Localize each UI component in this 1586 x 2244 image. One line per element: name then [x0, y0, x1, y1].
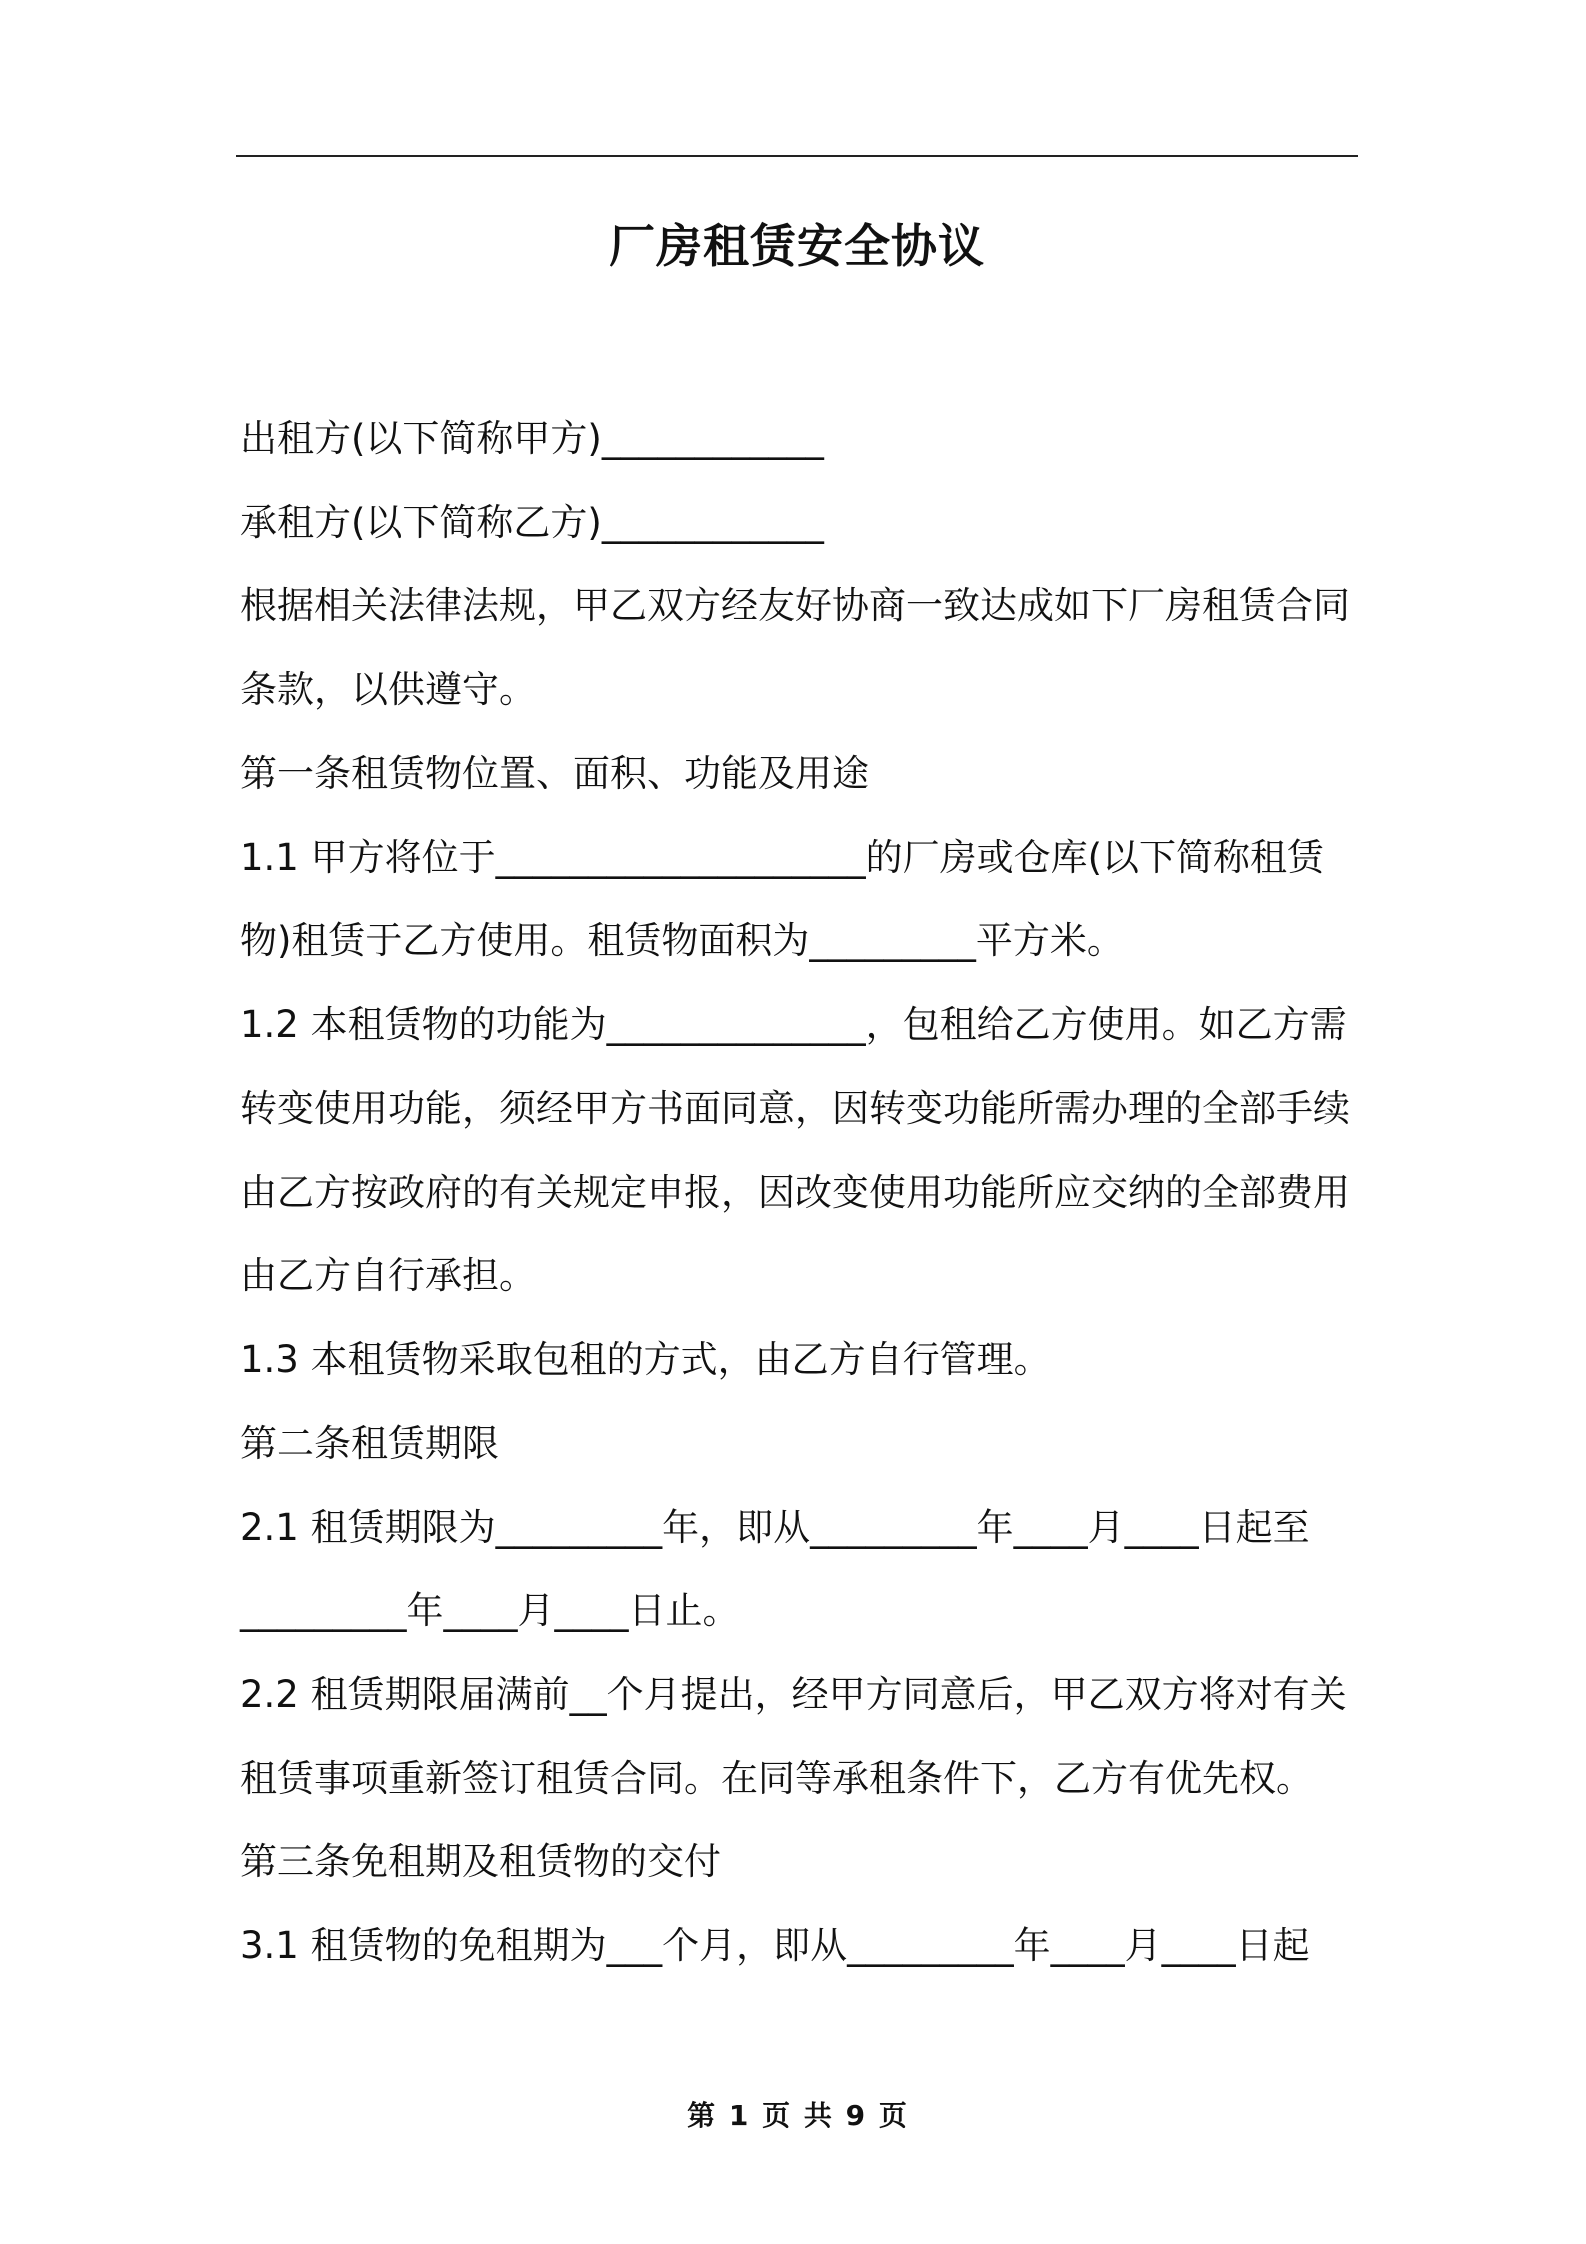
page-number: 第 1 页 共 9 页: [687, 2099, 907, 2132]
clause-2-2-line-1: 2.2 租赁期限届满前__个月提出，经甲方同意后，甲乙双方将对有关: [240, 1673, 1347, 1716]
party-a-line: 出租方(以下简称甲方)____________: [240, 417, 824, 460]
preamble-line-1: 根据相关法律法规，甲乙双方经友好协商一致达成如下厂房租赁合同: [240, 584, 1350, 627]
clause-1-1-line-1: 1.1 甲方将位于____________________的厂房或仓库(以下简称租赁: [240, 836, 1325, 879]
document-title: 厂房租赁安全协议: [609, 219, 985, 273]
clause-1-2-line-4: 由乙方自行承担。: [240, 1254, 536, 1297]
article-2-heading: 第二条租赁期限: [240, 1422, 499, 1465]
article-1-heading: 第一条租赁物位置、面积、功能及用途: [240, 752, 869, 795]
clause-2-1-line-2: _________年____月____日止。: [240, 1589, 740, 1632]
clause-1-3-line: 1.3 本租赁物采取包租的方式，由乙方自行管理。: [240, 1338, 1051, 1381]
clause-1-1-line-2: 物)租赁于乙方使用。租赁物面积为_________平方米。: [240, 919, 1124, 962]
preamble-line-2: 条款，以供遵守。: [240, 668, 536, 711]
clause-1-2-line-2: 转变使用功能，须经甲方书面同意，因转变功能所需办理的全部手续: [240, 1087, 1350, 1130]
clause-2-2-line-2: 租赁事项重新签订租赁合同。在同等承租条件下，乙方有优先权。: [240, 1757, 1313, 1800]
clause-1-2-line-3: 由乙方按政府的有关规定申报，因改变使用功能所应交纳的全部费用: [240, 1171, 1350, 1214]
clause-3-1-line-1: 3.1 租赁物的免租期为___个月，即从_________年____月____日起: [240, 1924, 1310, 1967]
clause-2-1-line-1: 2.1 租赁期限为_________年，即从_________年____月____日起至: [240, 1506, 1310, 1549]
party-b-line: 承租方(以下简称乙方)____________: [240, 501, 824, 544]
article-3-heading: 第三条免租期及租赁物的交付: [240, 1840, 721, 1883]
header-rule: [236, 155, 1358, 157]
clause-1-2-line-1: 1.2 本租赁物的功能为______________，包租给乙方使用。如乙方需: [240, 1003, 1347, 1046]
